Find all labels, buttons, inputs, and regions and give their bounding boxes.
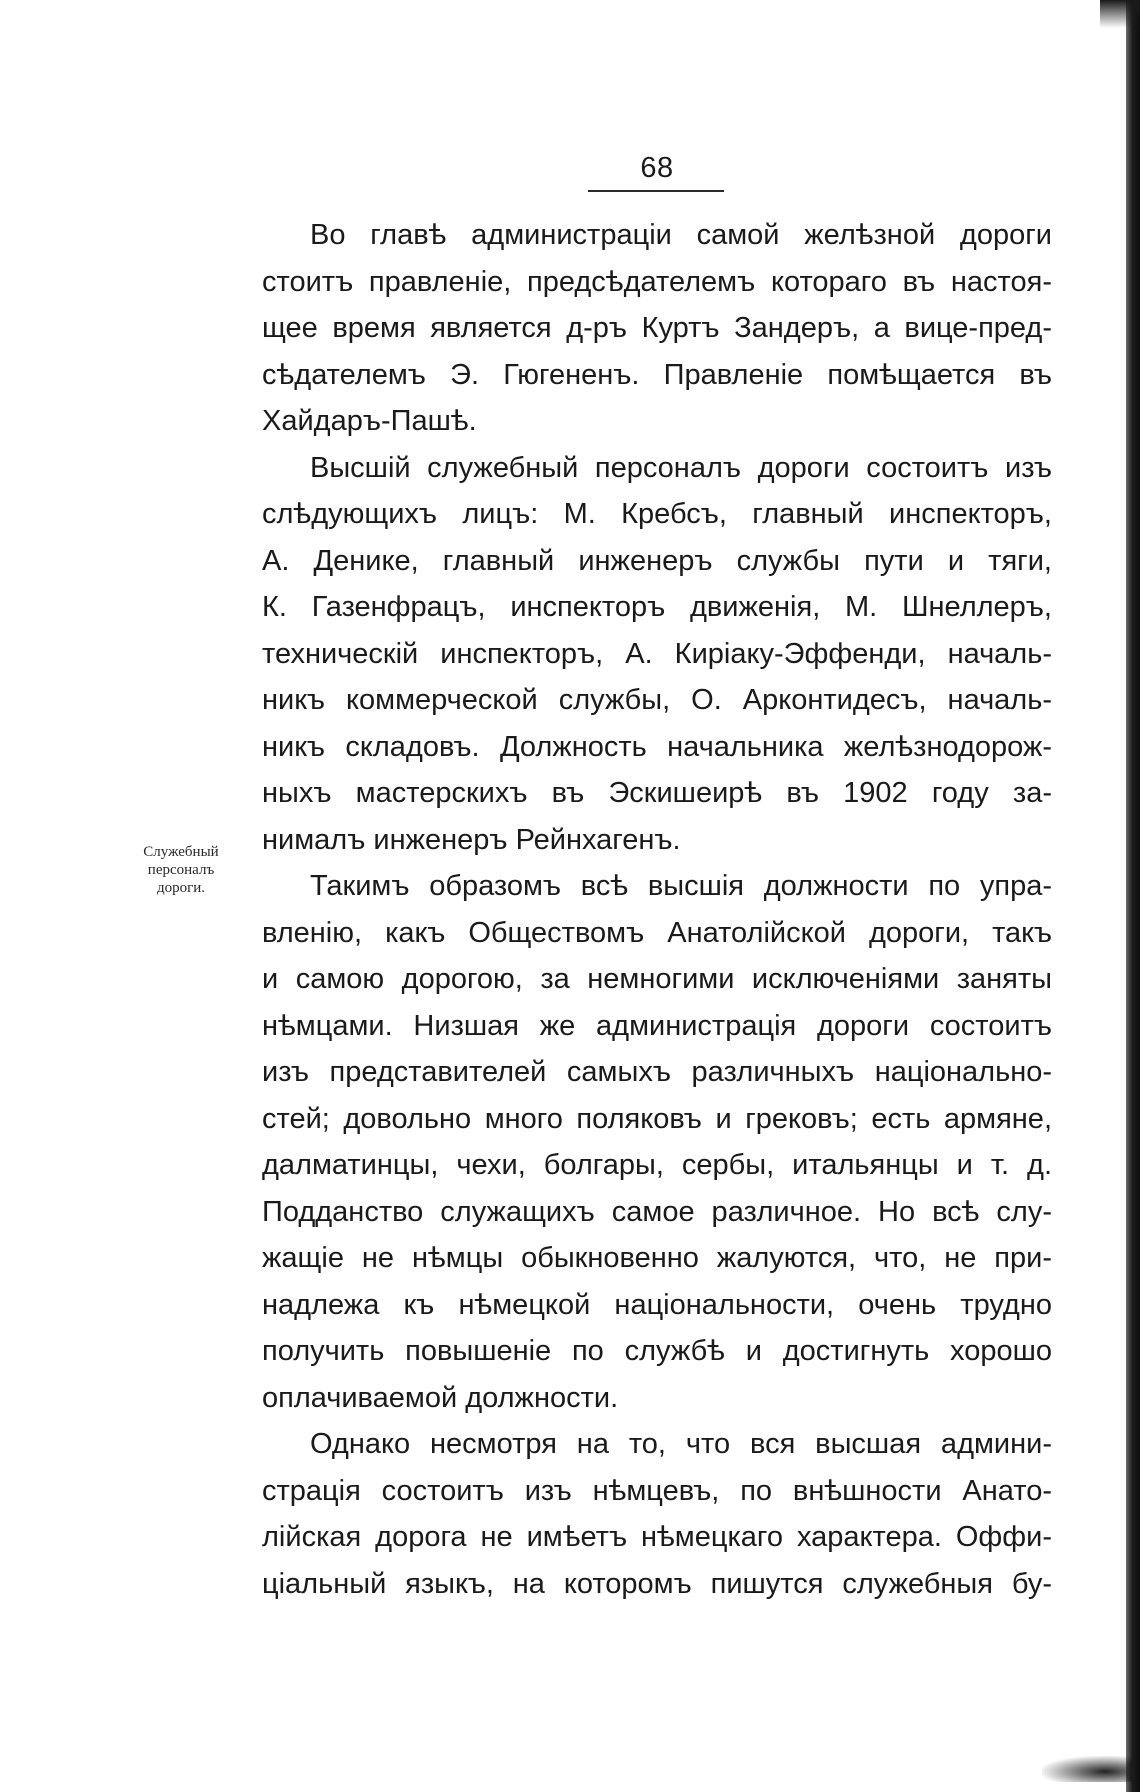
text-line: нималъ инженеръ Рейнхагенъ. bbox=[262, 823, 681, 856]
text-line: далматинцы, чехи, болгары, сербы, итальянцы и т. д. bbox=[262, 1149, 1052, 1181]
text-line: жащіе не нѣмцы обыкновенно жалуются, что, не при- bbox=[262, 1242, 1052, 1274]
text-line: Подданство служащихъ самое различное. Но всѣ слу- bbox=[262, 1195, 1052, 1228]
margin-note-line: Служебный bbox=[143, 844, 219, 860]
text-line: нѣмцами. Низшая же администрація дороги состоитъ bbox=[262, 1009, 1052, 1042]
text-line: щее время является д-ръ Куртъ Зандеръ, а вице-пред- bbox=[262, 312, 1052, 344]
body-text bbox=[262, 212, 1052, 1607]
page-number: 68 bbox=[640, 152, 674, 184]
text-line: ціальный языкъ, на которомъ пишутся служебныя бу- bbox=[262, 1567, 1052, 1600]
text-line: страція состоитъ изъ нѣмцевъ, по внѣшности Анато- bbox=[262, 1474, 1052, 1507]
margin-note bbox=[116, 843, 246, 897]
text-line: лійская дорога не имѣетъ нѣмецкаго характера. Оффи- bbox=[262, 1521, 1052, 1553]
text-line: вленію, какъ Обществомъ Анатолійской дороги, такъ bbox=[262, 916, 1052, 949]
text-line: никъ складовъ. Должность начальника желѣзнодорож- bbox=[262, 730, 1052, 763]
text-line: Во главѣ администраціи самой желѣзной дороги bbox=[310, 219, 1052, 251]
text-line: никъ коммерческой службы, О. Арконтидесъ, началь- bbox=[262, 684, 1052, 716]
text-line: оплачиваемой должности. bbox=[262, 1381, 619, 1414]
margin-note-line: дороги. bbox=[156, 880, 206, 896]
scan-corner-shadow-top bbox=[1100, 0, 1140, 28]
text-line: техническій инспекторъ, А. Киріаку-Эффенди, началь- bbox=[262, 637, 1052, 670]
text-line: ныхъ мастерскихъ въ Эскишеирѣ въ 1902 году за- bbox=[262, 777, 1052, 809]
header-rule bbox=[588, 190, 724, 192]
text-line: А. Денике, главный инженеръ службы пути и тяги, bbox=[262, 544, 1052, 577]
text-line: Высшій служебный персоналъ дороги состоитъ изъ bbox=[310, 451, 1052, 484]
margin-note-line: персоналъ bbox=[147, 862, 215, 878]
text-line: Однако несмотря на то, что вся высшая админи- bbox=[310, 1428, 1052, 1460]
text-line: сѣдателемъ Э. Гюгененъ. Правленіе помѣщается въ bbox=[262, 358, 1052, 391]
scan-corner-shadow-bottom bbox=[1042, 1756, 1132, 1782]
text-line: К. Газенфрацъ, инспекторъ движенія, М. Шнеллеръ, bbox=[262, 591, 1052, 623]
text-line: Хайдаръ-Пашѣ. bbox=[262, 405, 477, 437]
text-line: Такимъ образомъ всѣ высшія должности по упра- bbox=[310, 870, 1052, 902]
text-line: получить повышеніе по службѣ и достигнуть хорошо bbox=[262, 1335, 1052, 1367]
text-line: слѣдующихъ лицъ: М. Кребсъ, главный инспекторъ, bbox=[262, 498, 1052, 530]
scan-edge-shadow bbox=[1126, 0, 1140, 1792]
text-line: надлежа къ нѣмецкой національности, очень трудно bbox=[262, 1288, 1052, 1321]
text-line: стей; довольно много поляковъ и грековъ; есть армяне, bbox=[262, 1102, 1052, 1135]
text-line: стоитъ правленіе, предсѣдателемъ котораго въ настоя- bbox=[262, 265, 1052, 298]
text-line: и самою дорогою, за немногими исключеніями заняты bbox=[262, 963, 1052, 995]
text-line: изъ представителей самыхъ различныхъ національно- bbox=[262, 1056, 1052, 1088]
